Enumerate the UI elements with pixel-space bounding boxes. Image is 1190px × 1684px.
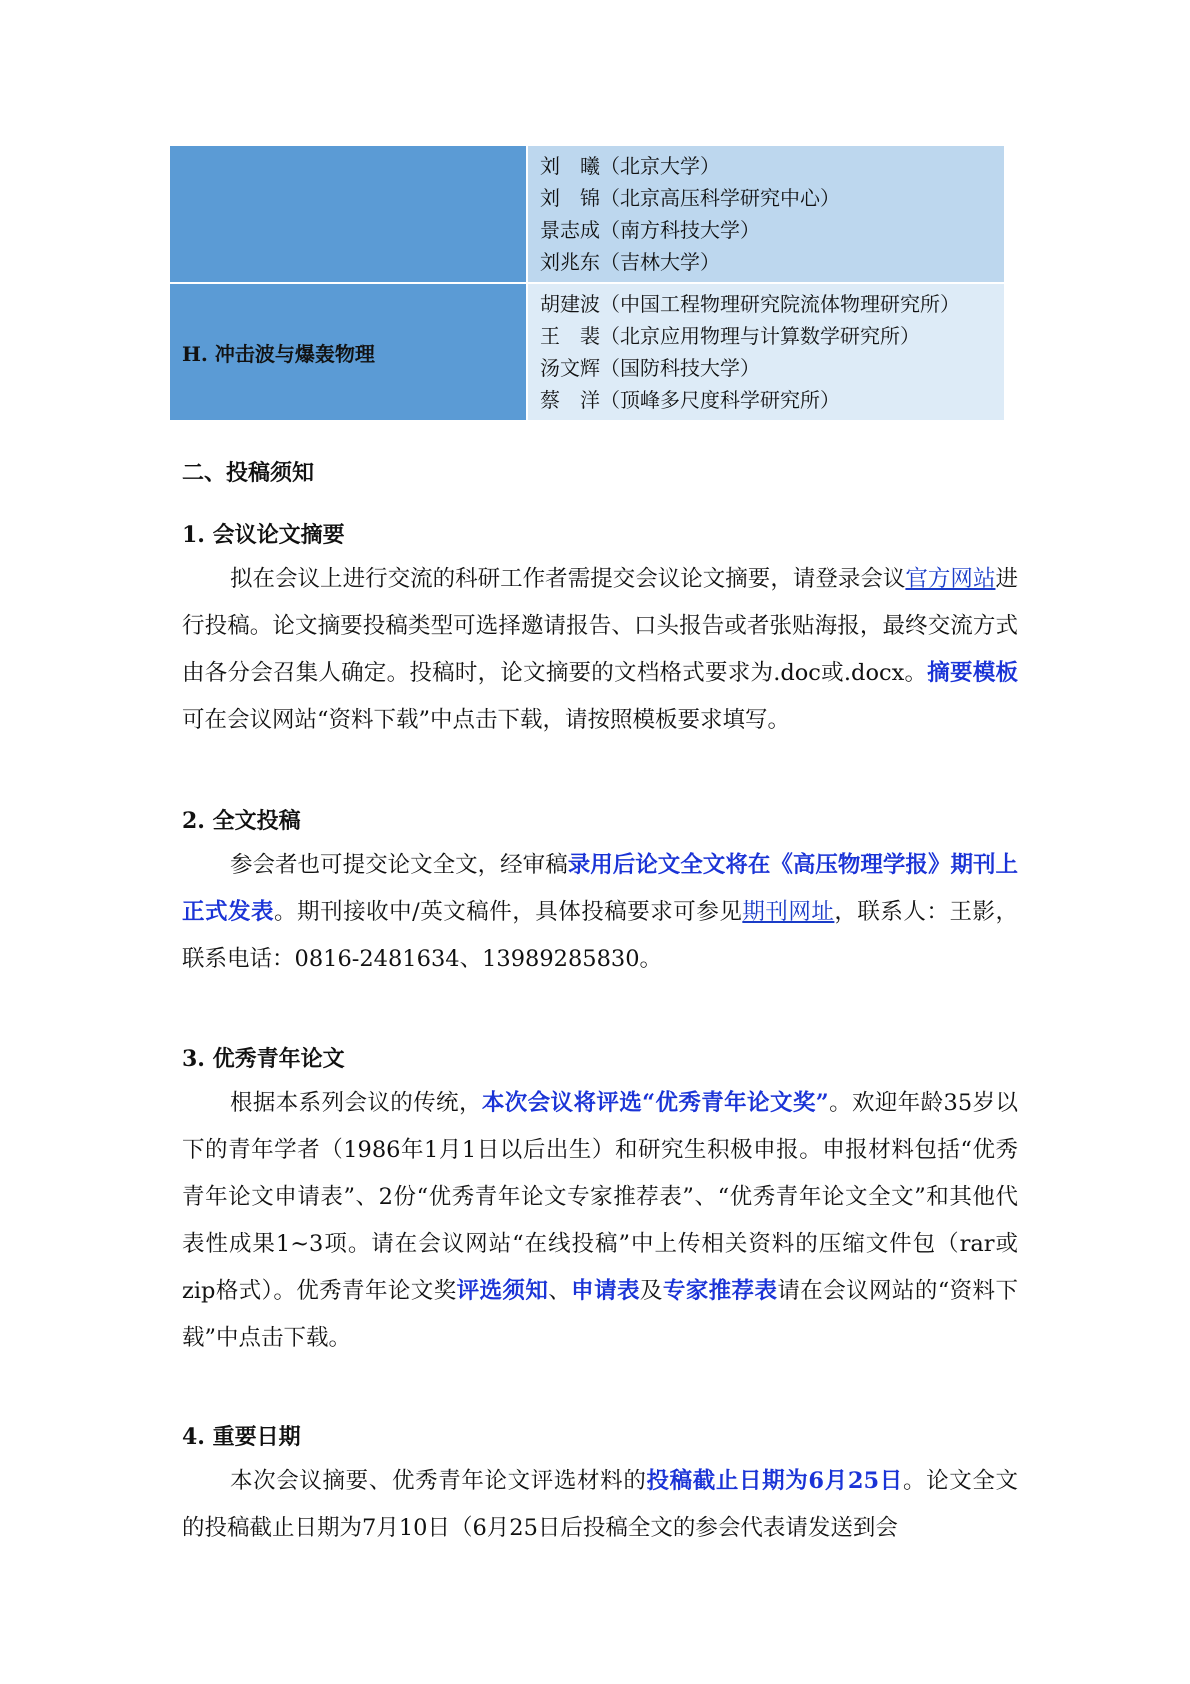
table-cell-people	[527, 283, 1004, 421]
text-run: 参会者也可提交论文全文，经审稿	[230, 852, 568, 878]
text-run: 请在会议网站的“资料下载”中点击下载。	[182, 1278, 1018, 1351]
table-row	[170, 146, 1004, 283]
person-name: 刘 锦（北京高压科学研究中心）	[540, 186, 840, 210]
person-name: 刘兆东（吉林大学）	[540, 250, 720, 274]
official-website-link[interactable]: 官方网站	[905, 566, 996, 592]
person-name: 刘 曦（北京大学）	[540, 154, 720, 178]
text-run: 。期刊接收中/英文稿件，具体投稿要求可参见	[274, 899, 743, 925]
reviewer-table	[170, 146, 1004, 422]
table-cell-section	[170, 146, 527, 283]
text-run: 可在会议网站“资料下载”中点击下载，请按照模板要求填写。	[182, 707, 791, 733]
section-label	[170, 202, 182, 226]
text-run: 本次会议摘要、优秀青年论文评选材料的	[230, 1468, 647, 1494]
text-run: 根据本系列会议的传统，	[230, 1090, 482, 1116]
text-run: 进行投稿。论文摘要投稿类型可选择邀请报告、口头报告或者张贴海报，最终交流方式由各分会召集人确定。投稿时，论文摘要的文档格式要求为.doc或.docx。	[182, 566, 1018, 686]
table-cell-section	[170, 283, 527, 421]
journal-website-link[interactable]: 期刊网址	[742, 899, 835, 925]
table-cell-people	[527, 146, 1004, 283]
application-form-link[interactable]: 申请表	[571, 1278, 640, 1304]
subsection-heading-young-paper: 3. 优秀青年论文	[182, 1046, 345, 1072]
table-row	[170, 283, 1004, 421]
text-run: 。欢迎年龄35岁以下的青年学者（1986年1月1日以后出生）和研究生积极申报。申报材料包括“优秀青年论文申请表”、2份“优秀青年论文专家推荐表”、“优秀青年论文全文”和其他代表性成果1~3项。请在会议网站“在线投稿”中上传相关资料的压缩文件包（rar或zip格式）。优秀青年论文奖	[182, 1090, 1018, 1304]
expert-recommendation-link[interactable]: 专家推荐表	[662, 1278, 778, 1304]
abstract-template-link[interactable]: 摘要模板	[927, 660, 1018, 686]
person-name: 王 裴（北京应用物理与计算数学研究所）	[540, 324, 920, 348]
paragraph-dates	[182, 1458, 1018, 1552]
selection-notice-link[interactable]: 评选须知	[456, 1278, 549, 1304]
paragraph-young-paper	[182, 1080, 1018, 1362]
paragraph-abstract	[182, 556, 1018, 744]
subsection-heading-dates: 4. 重要日期	[182, 1424, 301, 1450]
section-label: H. 冲击波与爆轰物理	[182, 341, 375, 366]
highlight-text: 投稿截止日期为6月25日	[646, 1468, 903, 1494]
person-name: 景志成（南方科技大学）	[540, 218, 760, 242]
text-run: 拟在会议上进行交流的科研工作者需提交会议论文摘要，请登录会议	[230, 566, 906, 592]
text-run: 、	[548, 1278, 572, 1304]
text-run: 。论文全文的投稿截止日期为7月10日（6月25日后投稿全文的参会代表请发送到会	[182, 1468, 1018, 1541]
highlight-text: 本次会议将评选“优秀青年论文奖”	[481, 1090, 829, 1116]
paragraph-fulltext	[182, 842, 1018, 983]
section-title: 二、投稿须知	[182, 460, 315, 486]
text-run: 及	[639, 1278, 663, 1304]
person-name: 汤文辉（国防科技大学）	[540, 356, 760, 380]
person-name: 胡建波（中国工程物理研究院流体物理研究所）	[540, 292, 960, 316]
person-name: 蔡 洋（顶峰多尺度科学研究所）	[540, 388, 840, 412]
highlight-text: 录用后论文全文将在《高压物理学报》期刊上正式发表	[182, 852, 1018, 925]
subsection-heading-fulltext: 2. 全文投稿	[182, 808, 301, 834]
text-run: ，联系人：王影，联系电话：0816-2481634、13989285830。	[182, 899, 1018, 972]
subsection-heading-abstract: 1. 会议论文摘要	[182, 522, 345, 548]
